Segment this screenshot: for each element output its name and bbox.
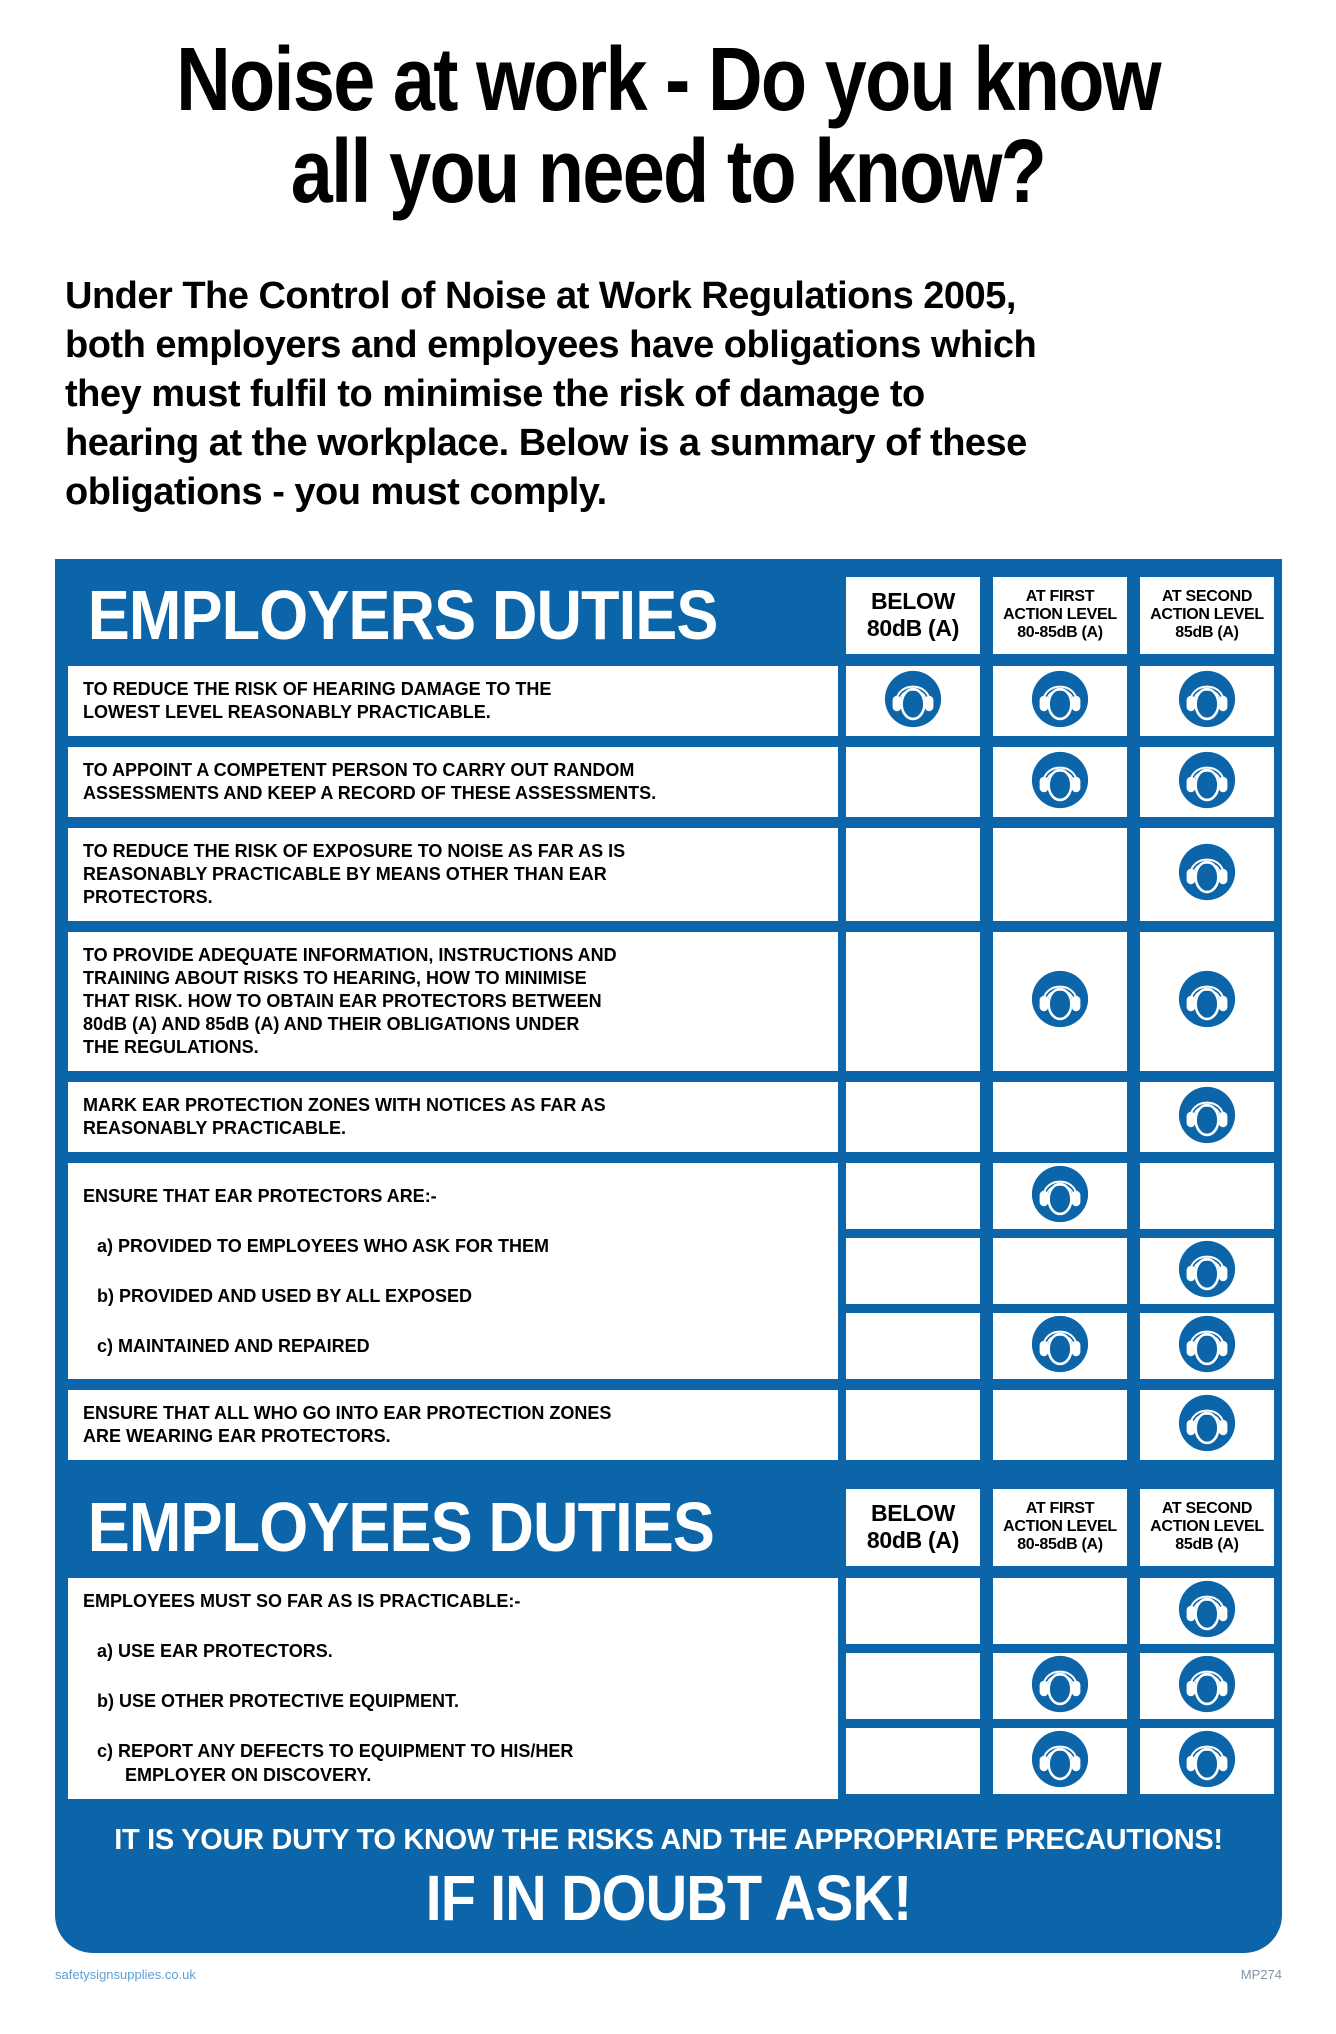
duty-line: EMPLOYEES MUST SO FAR AS IS PRACTICABLE:- <box>83 1591 521 1611</box>
column-header-line: ACTION LEVEL <box>1150 1518 1264 1535</box>
duty-line: TO PROVIDE ADEQUATE INFORMATION, INSTRUCTIONS AND <box>83 945 617 965</box>
duty-line: REASONABLY PRACTICABLE. <box>83 1118 347 1138</box>
ear-protection-icon <box>1031 670 1089 733</box>
icon-column-second-action-level <box>1140 666 1274 736</box>
ear-protection-icon <box>1031 1655 1089 1718</box>
duty-text-cell <box>68 747 838 817</box>
title-line-2: all you need to know? <box>290 122 1046 222</box>
icon-cell <box>846 1163 980 1229</box>
column-header-line: AT FIRST <box>1025 1500 1095 1517</box>
duty-line: THE REGULATIONS. <box>83 1037 259 1057</box>
intro-line-3: they must fulfil to minimise the risk of damage to <box>65 373 925 415</box>
column-header-line: ACTION LEVEL <box>1150 606 1264 623</box>
column-header-line: AT SECOND <box>1161 588 1253 605</box>
column-header-line: ACTION LEVEL <box>1003 606 1117 623</box>
duty-line: c) MAINTAINED AND REPAIRED <box>97 1335 370 1356</box>
icon-column-first-action-level <box>993 828 1127 921</box>
duty-line: b) PROVIDED AND USED BY ALL EXPOSED <box>97 1285 473 1306</box>
icon-cell <box>1140 1082 1274 1152</box>
icon-cell <box>1140 1313 1274 1379</box>
icon-column-below-80db <box>846 747 980 817</box>
duty-row <box>55 747 1282 817</box>
icon-column-second-action-level <box>1140 1082 1274 1152</box>
ear-protection-icon <box>884 670 942 733</box>
icon-cell <box>1140 932 1274 1071</box>
duty-row <box>55 828 1282 921</box>
column-header-below-80db <box>846 1489 980 1566</box>
column-header-second-action-level <box>1140 577 1274 654</box>
column-header-line: AT FIRST <box>1025 588 1095 605</box>
duty-line: MARK EAR PROTECTION ZONES WITH NOTICES AS FAR AS <box>83 1095 606 1115</box>
column-header-below-80db <box>846 577 980 654</box>
icon-cell <box>846 1313 980 1379</box>
duty-row <box>55 666 1282 736</box>
icon-column-below-80db <box>846 1390 980 1460</box>
icon-column-first-action-level <box>993 932 1127 1071</box>
duty-line: REASONABLY PRACTICABLE BY MEANS OTHER THAN EAR <box>83 864 607 884</box>
column-header-first-action-level <box>993 577 1127 654</box>
icon-column-first-action-level <box>993 666 1127 736</box>
column-header-line: BELOW <box>870 1500 956 1526</box>
icon-cell <box>1140 1578 1274 1644</box>
duty-line: TO REDUCE THE RISK OF EXPOSURE TO NOISE AS FAR AS IS <box>83 841 626 861</box>
icon-cell <box>1140 1653 1274 1719</box>
icon-cell <box>993 1578 1127 1644</box>
icon-cell <box>993 1653 1127 1719</box>
duty-line: a) PROVIDED TO EMPLOYEES WHO ASK FOR THEM <box>97 1235 550 1256</box>
column-header-line: 80dB (A) <box>866 615 960 641</box>
duty-line: a) USE EAR PROTECTORS. <box>97 1641 333 1661</box>
section-title: EMPLOYEES DUTIES <box>87 1488 715 1566</box>
icon-column-below-80db <box>846 932 980 1071</box>
icon-column-second-action-level <box>1140 1163 1274 1379</box>
column-header-line: 85dB (A) <box>1175 624 1239 641</box>
icon-column-below-80db <box>846 1163 980 1379</box>
icon-cell <box>1140 747 1274 817</box>
icon-cell <box>846 932 980 1071</box>
icon-column-second-action-level <box>1140 1390 1274 1460</box>
icon-cell <box>1140 828 1274 921</box>
section-title-cell <box>68 1487 838 1567</box>
noise-at-work-poster <box>0 30 1336 2034</box>
icon-column-first-action-level <box>993 747 1127 817</box>
icon-cell <box>1140 1728 1274 1794</box>
duty-text-cell <box>68 1163 838 1379</box>
icon-cell <box>993 1163 1127 1229</box>
duty-line: ARE WEARING EAR PROTECTORS. <box>83 1426 391 1446</box>
icon-cell <box>846 828 980 921</box>
column-header-line: 85dB (A) <box>1175 1536 1239 1553</box>
ear-protection-icon <box>1178 1315 1236 1378</box>
intro-line-5: obligations - you must comply. <box>65 471 607 513</box>
duty-line: THAT RISK. HOW TO OBTAIN EAR PROTECTORS BETWEEN <box>83 991 602 1011</box>
column-header-line: 80-85dB (A) <box>1017 1536 1103 1553</box>
duty-line: PROTECTORS. <box>83 887 213 907</box>
duty-text-cell <box>68 1390 838 1460</box>
ear-protection-icon <box>1031 970 1089 1033</box>
icon-cell <box>846 1082 980 1152</box>
column-header-line: BELOW <box>870 588 956 614</box>
section-header-employees-duties <box>55 1471 1282 1567</box>
section-title-cell <box>68 575 838 655</box>
icon-column-below-80db <box>846 1082 980 1152</box>
ear-protection-icon <box>1178 1394 1236 1457</box>
intro-line-1: Under The Control of Noise at Work Regulations 2005, <box>65 275 1016 317</box>
icon-cell <box>1140 1390 1274 1460</box>
ear-protection-icon <box>1178 843 1236 906</box>
ear-protection-icon <box>1178 1240 1236 1303</box>
icon-column-first-action-level <box>993 1082 1127 1152</box>
column-header-line: AT SECOND <box>1161 1500 1253 1517</box>
duty-row <box>55 1163 1282 1379</box>
ear-protection-icon <box>1178 1655 1236 1718</box>
icon-column-second-action-level <box>1140 932 1274 1071</box>
icon-column-first-action-level <box>993 1390 1127 1460</box>
duty-line: b) USE OTHER PROTECTIVE EQUIPMENT. <box>97 1691 460 1711</box>
icon-cell <box>846 666 980 736</box>
duty-line: 80dB (A) AND 85dB (A) AND THEIR OBLIGATIONS UNDER <box>83 1014 580 1034</box>
duty-line: TRAINING ABOUT RISKS TO HEARING, HOW TO MINIMISE <box>83 968 587 988</box>
column-header-line: ACTION LEVEL <box>1003 1518 1117 1535</box>
icon-column-below-80db <box>846 828 980 921</box>
duty-line: ENSURE THAT ALL WHO GO INTO EAR PROTECTION ZONES <box>83 1403 612 1423</box>
banner-ask-line: IF IN DOUBT ASK! <box>425 1862 912 1934</box>
title-line-1: Noise at work - Do you know <box>176 30 1160 130</box>
duty-line: ASSESSMENTS AND KEEP A RECORD OF THESE ASSESSMENTS. <box>83 783 657 803</box>
icon-cell <box>1140 1238 1274 1304</box>
ear-protection-icon <box>1031 751 1089 814</box>
ear-protection-icon <box>1031 1730 1089 1793</box>
product-code: MP274 <box>1240 1967 1282 1982</box>
column-header-line: 80-85dB (A) <box>1017 624 1103 641</box>
icon-cell <box>846 1390 980 1460</box>
icon-cell <box>993 932 1127 1071</box>
section-employees-duties <box>55 1471 1282 1799</box>
icon-column-second-action-level <box>1140 747 1274 817</box>
duties-table <box>55 559 1282 1953</box>
icon-cell <box>846 1578 980 1644</box>
publisher-credit: safetysignsupplies.co.uk <box>55 1967 196 1982</box>
icon-column-second-action-level <box>1140 1578 1274 1799</box>
duty-text-cell <box>68 828 838 921</box>
icon-column-below-80db <box>846 666 980 736</box>
icon-column-first-action-level <box>993 1578 1127 1799</box>
icon-cell <box>993 1082 1127 1152</box>
ear-protection-icon <box>1178 670 1236 733</box>
ear-protection-icon <box>1178 751 1236 814</box>
icon-cell <box>846 1653 980 1719</box>
poster-title <box>0 30 1336 222</box>
icon-cell <box>993 747 1127 817</box>
duty-text-cell <box>68 932 838 1071</box>
ear-protection-icon <box>1178 1086 1236 1149</box>
icon-column-below-80db <box>846 1578 980 1799</box>
icon-cell <box>993 1238 1127 1304</box>
intro-paragraph <box>65 272 1336 517</box>
duty-text-cell <box>68 1082 838 1152</box>
duty-line: c) REPORT ANY DEFECTS TO EQUIPMENT TO HIS/HER <box>97 1741 574 1761</box>
column-header-first-action-level <box>993 1489 1127 1566</box>
banner-duty-line: IT IS YOUR DUTY TO KNOW THE RISKS AND THE APPROPRIATE PRECAUTIONS! <box>114 1824 1223 1856</box>
icon-cell <box>993 1728 1127 1794</box>
duty-row <box>55 1390 1282 1460</box>
icon-cell <box>1140 666 1274 736</box>
duty-row <box>55 1578 1282 1799</box>
icon-cell <box>846 747 980 817</box>
icon-cell <box>846 1728 980 1794</box>
column-header-second-action-level <box>1140 1489 1274 1566</box>
duty-line: TO REDUCE THE RISK OF HEARING DAMAGE TO THE <box>83 679 552 699</box>
footer-banner <box>55 1810 1282 1953</box>
ear-protection-icon <box>1178 970 1236 1033</box>
duty-line: ENSURE THAT EAR PROTECTORS ARE:- <box>83 1185 437 1206</box>
icon-cell <box>846 1238 980 1304</box>
duty-line: LOWEST LEVEL REASONABLY PRACTICABLE. <box>83 702 491 722</box>
column-header-line: 80dB (A) <box>866 1527 960 1553</box>
section-header-employers-duties <box>55 559 1282 655</box>
icon-cell <box>993 666 1127 736</box>
intro-line-2: both employers and employees have obligations which <box>65 324 1037 366</box>
duty-line: TO APPOINT A COMPETENT PERSON TO CARRY OUT RANDOM <box>83 760 635 780</box>
icon-column-first-action-level <box>993 1163 1127 1379</box>
icon-cell <box>993 1313 1127 1379</box>
section-title: EMPLOYERS DUTIES <box>87 576 718 654</box>
ear-protection-icon <box>1178 1580 1236 1643</box>
intro-line-4: hearing at the workplace. Below is a summary of these <box>65 422 1027 464</box>
section-employers-duties <box>55 559 1282 1460</box>
icon-cell <box>993 828 1127 921</box>
duty-row <box>55 932 1282 1071</box>
ear-protection-icon <box>1178 1730 1236 1793</box>
duty-text-cell <box>68 1578 838 1799</box>
ear-protection-icon <box>1031 1315 1089 1378</box>
ear-protection-icon <box>1031 1165 1089 1228</box>
icon-column-second-action-level <box>1140 828 1274 921</box>
credits-row <box>55 1967 1282 1982</box>
duty-text-cell <box>68 666 838 736</box>
duty-line: EMPLOYER ON DISCOVERY. <box>125 1765 372 1785</box>
icon-cell <box>993 1390 1127 1460</box>
duty-row <box>55 1082 1282 1152</box>
icon-cell <box>1140 1163 1274 1229</box>
